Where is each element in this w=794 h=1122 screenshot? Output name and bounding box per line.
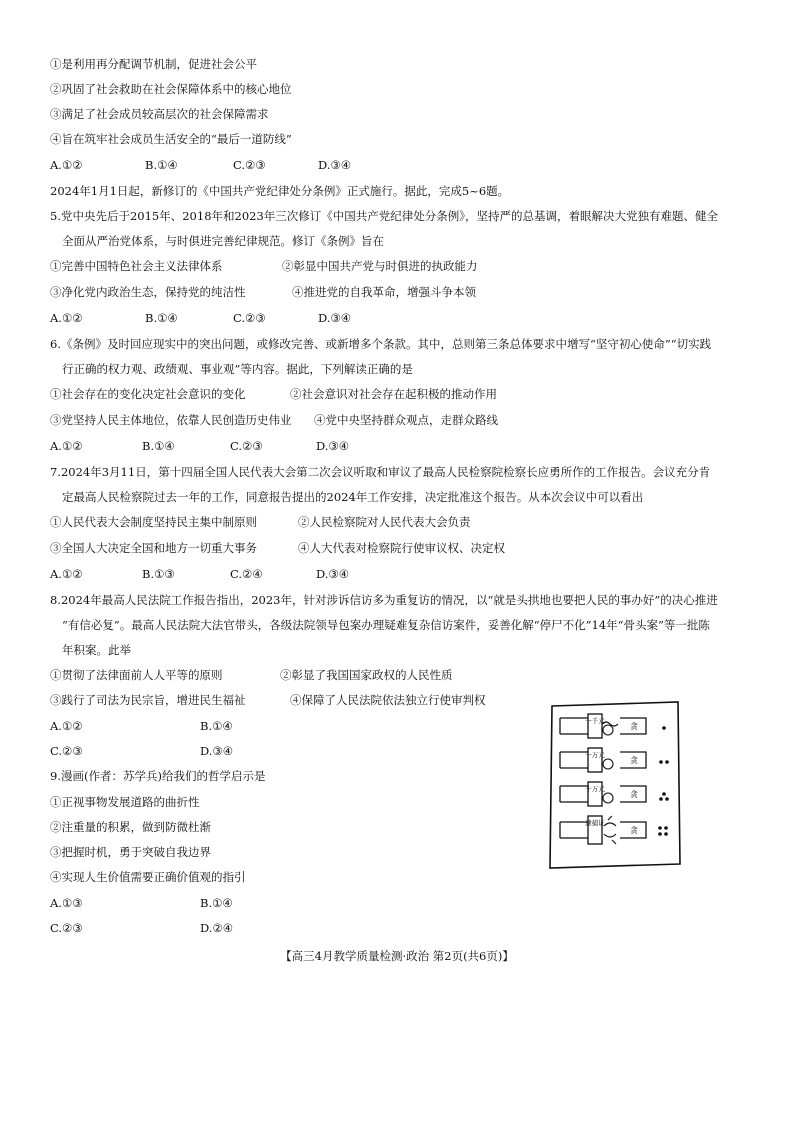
q4-option-a: A.①②: [50, 158, 83, 172]
q7-option-d: D.③④: [316, 567, 350, 581]
q7-option-b: B.①③: [142, 567, 175, 581]
q6-option-b: B.①④: [142, 439, 175, 453]
q4-statement-3: ③满足了社会成员较高层次的社会保障需求: [50, 107, 269, 121]
cartoon-dot: [665, 797, 669, 801]
q9-option-c: C.②③: [50, 921, 83, 935]
q5-statement-2: ②彰显中国共产党与时俱进的执政能力: [282, 259, 478, 273]
q8-option-a: A.①②: [50, 719, 83, 733]
cartoon-bag-label-3: 贪: [630, 790, 638, 799]
q9-option-a: A.①③: [50, 896, 83, 910]
q8-stem-line-1: 8.2024年最高人民法院工作报告指出，2023年，针对涉诉信访多为重复访的情况，以“就是头拱地也要把人民的事办好”的决心推进: [50, 593, 718, 607]
page-footer: 【高三4月教学质量检测·政治 第2页(共6页)】: [280, 949, 514, 963]
q4-option-c: C.②③: [233, 158, 266, 172]
q8-option-d: D.③④: [200, 744, 234, 758]
q4-statement-4: ④旨在筑牢社会成员生活安全的“最后一道防线”: [50, 132, 292, 146]
q7-statement-1: ①人民代表大会制度坚持民主集中制原则: [50, 515, 257, 529]
q6-statement-2: ②社会意识对社会存在起积极的推动作用: [290, 387, 497, 401]
q8-option-c: C.②③: [50, 744, 83, 758]
q6-option-c: C.②③: [230, 439, 263, 453]
cartoon-illustration: [548, 700, 683, 870]
cartoon-dot: [659, 760, 663, 764]
q5-option-b: B.①④: [145, 311, 178, 325]
q4-option-b: B.①④: [145, 158, 178, 172]
cartoon-dot: [658, 826, 662, 830]
cartoon-bag-label-1: 贪: [630, 722, 638, 731]
q6-stem-line-1: 6.《条例》及时回应现实中的突出问题，或修改完善、或新增多个条款。其中，总则第三条总体要求中增写“坚守初心使命”“切实践: [50, 337, 712, 351]
q8-stem-line-2: “有信必复”。最高人民法院大法官带头，各级法院领导包案办理疑难复杂信访案件，妥善化解“停尸不化”14年“骨头案”等一批陈: [62, 618, 710, 632]
q5-stem-line-2: 全面从严治党体系，与时俱进完善纪律规范。修订《条例》旨在: [62, 234, 384, 248]
cartoon-dot: [659, 797, 663, 801]
q5-option-d: D.③④: [318, 311, 352, 325]
q5-option-c: C.②③: [233, 311, 266, 325]
q8-statement-4: ④保障了人民法院依法独立行使审判权: [290, 693, 486, 707]
q5-option-a: A.①②: [50, 311, 83, 325]
cartoon-card-1-text-a: 一千元: [585, 717, 605, 725]
q6-option-d: D.③④: [316, 439, 350, 453]
q9-statement-1: ①正视事物发展道路的曲折性: [50, 795, 200, 809]
q5-statement-1: ①完善中国特色社会主义法律体系: [50, 259, 223, 273]
q6-option-a: A.①②: [50, 439, 83, 453]
q7-option-a: A.①②: [50, 567, 83, 581]
q6-stem-line-2: 行正确的权力观、政绩观、事业观”等内容。据此，下列解读正确的是: [62, 362, 413, 376]
q7-statement-2: ②人民检察院对人民代表大会负责: [298, 515, 471, 529]
q9-stem: 9.漫画(作者：苏学兵)给我们的哲学启示是: [50, 769, 266, 783]
q7-option-c: C.②④: [230, 567, 263, 581]
q8-statement-1: ①贯彻了法律面前人人平等的原则: [50, 668, 223, 682]
q7-statement-4: ④人大代表对检察院行使审议权、决定权: [298, 541, 505, 555]
q5-statement-3: ③净化党内政治生态，保持党的纯洁性: [50, 285, 246, 299]
cartoon-dot: [662, 726, 666, 730]
cartoon-dot: [662, 792, 666, 796]
cartoon-card-4-text: 逮捕证: [585, 819, 605, 827]
q8-stem-line-3: 年积案。此举: [62, 643, 131, 657]
q5-statement-4: ④推进党的自我革命，增强斗争本领: [292, 285, 476, 299]
q7-statement-3: ③全国人大决定全国和地方一切重大事务: [50, 541, 257, 555]
q7-stem-line-1: 7.2024年3月11日，第十四届全国人民代表大会第二次会议听取和审议了最高人民检察院检察长应勇所作的工作报告。会议充分肯: [50, 465, 711, 479]
q7-stem-line-2: 定最高人民检察院过去一年的工作，同意报告提出的2024年工作安排，决定批准这个报告。从本次会议中可以看出: [62, 490, 644, 504]
intro-5-6: 2024年1月1日起，新修订的《中国共产党纪律处分条例》正式施行。据此，完成5~6题。: [50, 184, 510, 198]
q9-statement-2: ②注重量的积累，做到防微杜渐: [50, 820, 211, 834]
q6-statement-1: ①社会存在的变化决定社会意识的变化: [50, 387, 246, 401]
cartoon-bag-label-2: 贪: [630, 756, 638, 765]
cartoon-dot: [665, 760, 669, 764]
q4-statement-1: ①是利用再分配调节机制，促进社会公平: [50, 57, 257, 71]
q9-option-b: B.①④: [200, 896, 233, 910]
q8-option-b: B.①④: [200, 719, 233, 733]
q9-statement-4: ④实现人生价值需要正确价值观的指引: [50, 870, 246, 884]
q4-option-d: D.③④: [318, 158, 352, 172]
cartoon-dot: [664, 832, 668, 836]
q8-statement-2: ②彰显了我国国家政权的人民性质: [280, 668, 453, 682]
q9-option-d: D.②④: [200, 921, 234, 935]
cartoon-card-3-text: 十万元: [585, 785, 605, 793]
q6-statement-4: ④党中央坚持群众观点，走群众路线: [314, 413, 498, 427]
cartoon-dot: [664, 826, 668, 830]
cartoon-card-2-text: 一万元: [585, 751, 605, 759]
cartoon-bag-label-4: 贪: [630, 826, 638, 835]
q4-statement-2: ②巩固了社会救助在社会保障体系中的核心地位: [50, 82, 292, 96]
q8-statement-3: ③践行了司法为民宗旨，增进民生福祉: [50, 693, 246, 707]
q5-stem-line-1: 5.党中央先后于2015年、2018年和2023年三次修订《中国共产党纪律处分条例》，坚持严的总基调，着眼解决大党独有难题、健全: [50, 209, 719, 223]
q9-statement-3: ③把握时机，勇于突破自我边界: [50, 845, 211, 859]
cartoon-dot: [658, 832, 662, 836]
q6-statement-3: ③党坚持人民主体地位，依靠人民创造历史伟业: [50, 413, 292, 427]
